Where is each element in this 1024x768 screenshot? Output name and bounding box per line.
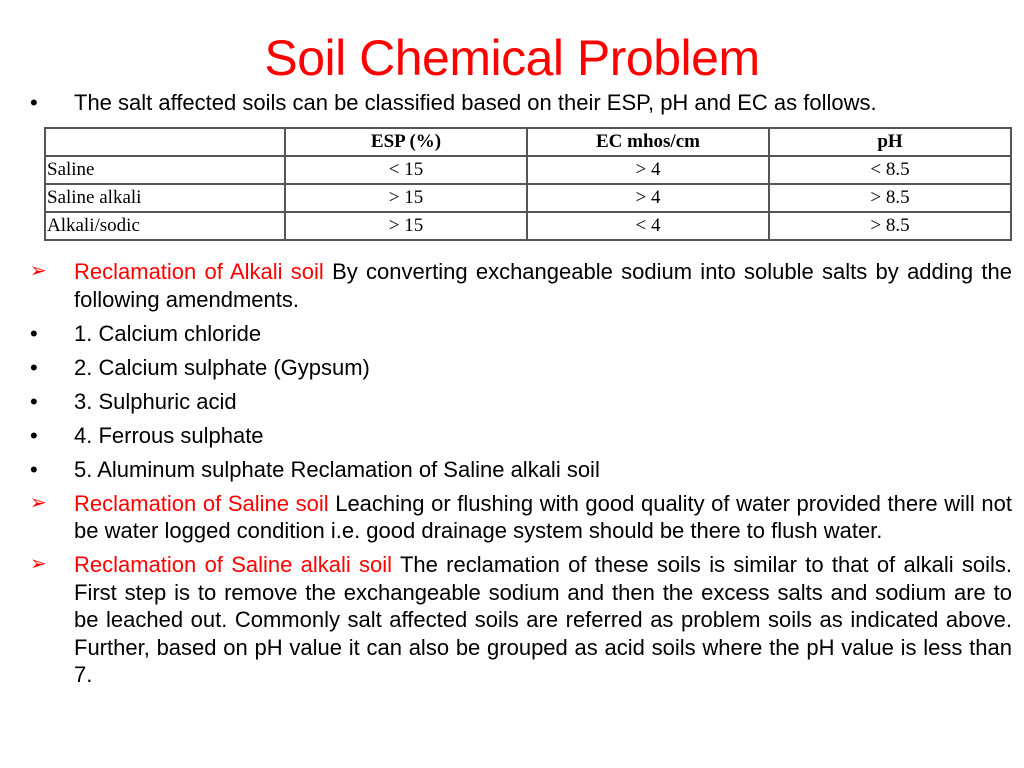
amendment-text: 1. Calcium chloride — [74, 320, 262, 346]
table-header-cell: EC mhos/cm — [527, 128, 769, 156]
amendment-text: 3. Sulphuric acid — [74, 388, 237, 414]
body-content — [30, 258, 1012, 689]
soil-classification-table — [44, 127, 1012, 241]
list-item — [30, 388, 1012, 416]
arrow-bullet-icon: ➢ — [30, 491, 47, 514]
list-item — [30, 422, 1012, 450]
table-row — [45, 156, 1011, 184]
amendment-text: 2. Calcium sulphate (Gypsum) — [74, 354, 370, 380]
bullet-dot-icon: • — [30, 456, 38, 482]
table-header-row — [45, 128, 1011, 156]
table-cell: > 8.5 — [769, 212, 1011, 240]
section-text: Leaching or flushing with good quality of water provided there will not be water logged condition i.e. good drainage system should be there to flush water. — [74, 490, 1012, 543]
bullet-dot-icon: • — [30, 388, 38, 414]
table-cell: > 15 — [285, 184, 527, 212]
table-cell: < 4 — [527, 212, 769, 240]
table-cell: > 4 — [527, 184, 769, 212]
list-item — [30, 551, 1012, 689]
table-row-label: Saline alkali — [45, 184, 285, 212]
intro-bullet — [30, 88, 1010, 118]
page-title: Soil Chemical Problem — [264, 30, 760, 86]
table-cell: < 8.5 — [769, 156, 1011, 184]
list-item — [30, 354, 1012, 382]
section-heading: Reclamation of Saline alkali soil — [74, 552, 393, 577]
table-cell: > 8.5 — [769, 184, 1011, 212]
table-row-label: Alkali/sodic — [45, 212, 285, 240]
section-heading: Reclamation of Saline soil — [74, 490, 329, 516]
intro-text: The salt affected soils can be classified based on their ESP, pH and EC as follows. — [74, 90, 877, 115]
arrow-bullet-icon: ➢ — [30, 553, 47, 575]
section-heading: Reclamation of Alkali soil — [74, 259, 324, 284]
bullet-dot-icon: • — [30, 422, 38, 448]
table-row-label: Saline — [45, 156, 285, 184]
arrow-bullet-icon: ➢ — [30, 260, 47, 282]
section-text: The reclamation of these soils is similar to that of alkali soils. First step is to remove the exchangeable sodium and then the excess salts and sodium are to be leached out. Commonly salt affected soils are referred as problem soils as indicated above. Further, based on pH value it can also be grouped as acid soils where the pH value is less than 7. — [74, 552, 1013, 687]
section-text: By converting exchangeable sodium into soluble salts by adding the following amendments. — [74, 259, 1012, 312]
bullet-dot-icon: • — [30, 320, 38, 346]
table-row — [45, 212, 1011, 240]
amendment-text: 5. Aluminum sulphate Reclamation of Saline alkali soil — [74, 456, 600, 482]
table-header-cell: pH — [769, 128, 1011, 156]
bullet-dot-icon: • — [30, 354, 38, 380]
amendment-text: 4. Ferrous sulphate — [74, 422, 264, 448]
table-cell: > 4 — [527, 156, 769, 184]
list-item — [30, 320, 1012, 348]
table-header-cell — [45, 128, 285, 156]
list-item — [30, 490, 1012, 545]
list-item — [30, 258, 1012, 313]
table-header-cell: ESP (%) — [285, 128, 527, 156]
table-cell: > 15 — [285, 212, 527, 240]
table-row — [45, 184, 1011, 212]
table-cell: < 15 — [285, 156, 527, 184]
bullet-dot-icon: • — [30, 90, 38, 115]
list-item — [30, 456, 1012, 484]
